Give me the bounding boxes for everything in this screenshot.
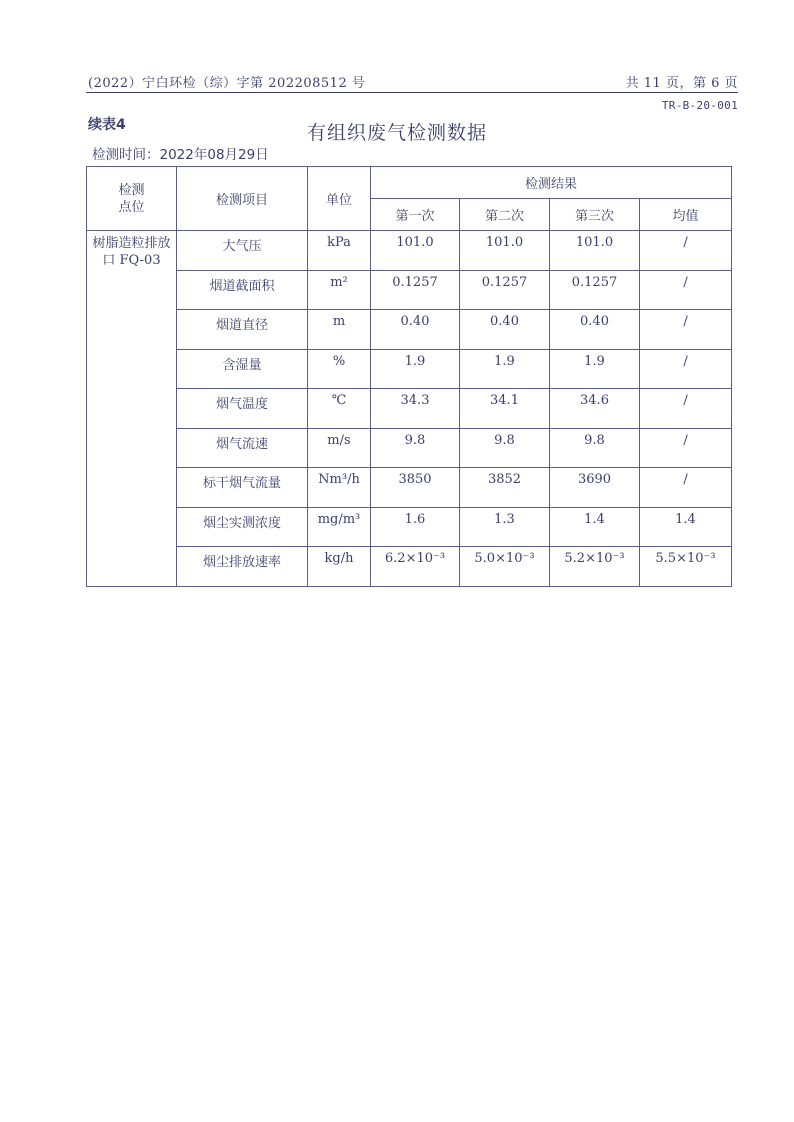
average-value-cell: / xyxy=(640,428,732,468)
average-value-cell: / xyxy=(640,310,732,350)
table-row xyxy=(87,547,732,587)
item-cell: 烟尘排放速率 xyxy=(177,547,308,587)
average-value-cell: / xyxy=(640,270,732,310)
average-value-cell: 5.5×10⁻³ xyxy=(640,547,732,587)
first-value-cell: 1.6 xyxy=(371,507,460,547)
first-value-cell: 1.9 xyxy=(371,349,460,389)
table-row xyxy=(87,231,732,271)
header-item: 检测项目 xyxy=(177,167,308,231)
header-second: 第二次 xyxy=(460,199,550,231)
third-value-cell: 0.40 xyxy=(550,310,640,350)
header-average: 均值 xyxy=(640,199,732,231)
third-value-cell: 5.2×10⁻³ xyxy=(550,547,640,587)
second-value-cell: 0.40 xyxy=(460,310,550,350)
item-cell: 大气压 xyxy=(177,231,308,271)
table-row xyxy=(87,468,732,508)
first-value-cell: 3850 xyxy=(371,468,460,508)
item-cell: 烟道截面积 xyxy=(177,270,308,310)
average-value-cell: / xyxy=(640,389,732,429)
header-third: 第三次 xyxy=(550,199,640,231)
first-value-cell: 0.1257 xyxy=(371,270,460,310)
unit-cell: m xyxy=(308,310,371,350)
continuation-label: 续表4 xyxy=(88,117,126,133)
item-cell: 标干烟气流量 xyxy=(177,468,308,508)
header-unit: 单位 xyxy=(308,167,371,231)
table-row xyxy=(87,389,732,429)
average-value-cell: / xyxy=(640,349,732,389)
report-number: (2022）宁白环检（综）字第 202208512 号 xyxy=(88,76,366,91)
item-cell: 烟道直径 xyxy=(177,310,308,350)
second-value-cell: 1.3 xyxy=(460,507,550,547)
second-value-cell: 1.9 xyxy=(460,349,550,389)
test-time: 检测时间：2022年08月29日 xyxy=(92,147,269,163)
header-divider xyxy=(86,92,738,93)
second-value-cell: 34.1 xyxy=(460,389,550,429)
first-value-cell: 9.8 xyxy=(371,428,460,468)
table-row xyxy=(87,270,732,310)
item-cell: 烟尘实测浓度 xyxy=(177,507,308,547)
table-row xyxy=(87,310,732,350)
item-cell: 烟气流速 xyxy=(177,428,308,468)
second-value-cell: 5.0×10⁻³ xyxy=(460,547,550,587)
third-value-cell: 101.0 xyxy=(550,231,640,271)
second-value-cell: 101.0 xyxy=(460,231,550,271)
average-value-cell: 1.4 xyxy=(640,507,732,547)
document-code: TR-B-20-001 xyxy=(661,99,738,112)
page-title: 有组织废气检测数据 xyxy=(306,122,487,144)
second-value-cell: 3852 xyxy=(460,468,550,508)
page-info: 共 11 页，第 6 页 xyxy=(625,76,738,91)
header-point-label: 检测 点位 xyxy=(118,182,145,215)
unit-cell: mg/m³ xyxy=(308,507,371,547)
first-value-cell: 6.2×10⁻³ xyxy=(371,547,460,587)
average-value-cell: / xyxy=(640,468,732,508)
unit-cell: kg/h xyxy=(308,547,371,587)
item-cell: 烟气温度 xyxy=(177,389,308,429)
table-row xyxy=(87,507,732,547)
point-name-cell: 树脂造粒排放口 FQ-03 xyxy=(87,231,177,587)
table-row xyxy=(87,349,732,389)
third-value-cell: 1.9 xyxy=(550,349,640,389)
unit-cell: ℃ xyxy=(308,389,371,429)
third-value-cell: 1.4 xyxy=(550,507,640,547)
first-value-cell: 0.40 xyxy=(371,310,460,350)
unit-cell: kPa xyxy=(308,231,371,271)
unit-cell: m² xyxy=(308,270,371,310)
header-point xyxy=(87,167,177,231)
first-value-cell: 34.3 xyxy=(371,389,460,429)
third-value-cell: 34.6 xyxy=(550,389,640,429)
unit-cell: Nm³/h xyxy=(308,468,371,508)
third-value-cell: 9.8 xyxy=(550,428,640,468)
unit-cell: % xyxy=(308,349,371,389)
unit-cell: m/s xyxy=(308,428,371,468)
third-value-cell: 3690 xyxy=(550,468,640,508)
second-value-cell: 9.8 xyxy=(460,428,550,468)
third-value-cell: 0.1257 xyxy=(550,270,640,310)
first-value-cell: 101.0 xyxy=(371,231,460,271)
item-cell: 含湿量 xyxy=(177,349,308,389)
header-results: 检测结果 xyxy=(371,167,732,199)
table-row xyxy=(87,428,732,468)
average-value-cell: / xyxy=(640,231,732,271)
header-first: 第一次 xyxy=(371,199,460,231)
second-value-cell: 0.1257 xyxy=(460,270,550,310)
emission-data-table xyxy=(86,166,732,587)
